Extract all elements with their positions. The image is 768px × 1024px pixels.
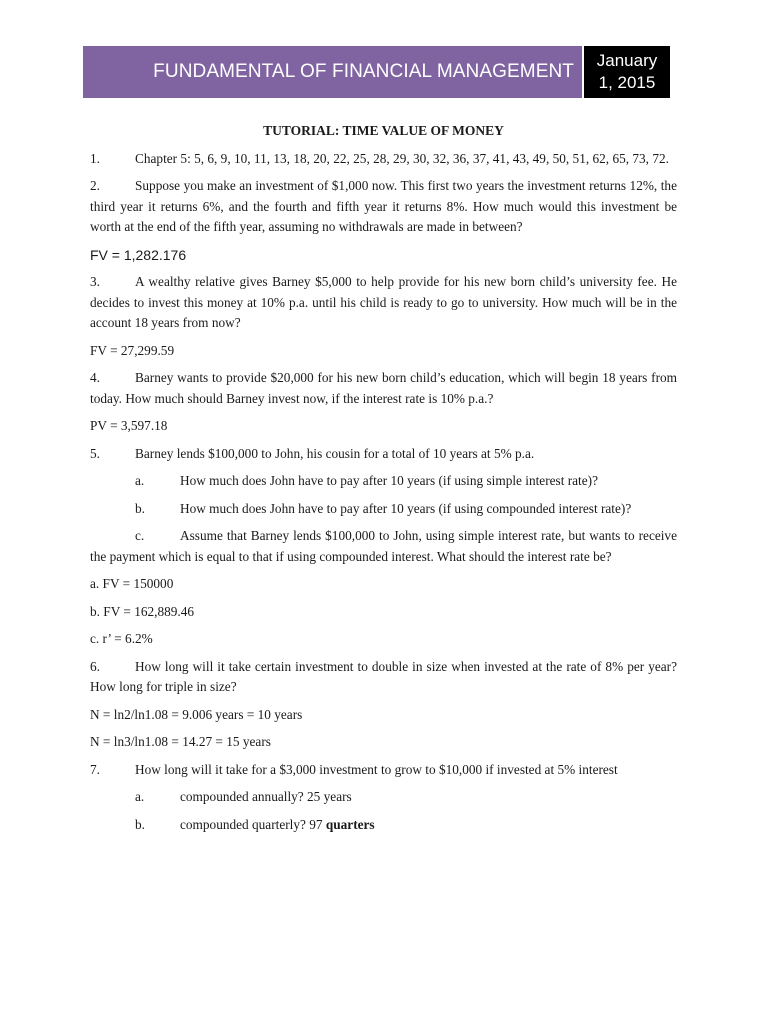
header-date (584, 46, 670, 98)
header-date-line2: 1, 2015 (598, 73, 656, 92)
subquestion-text: compounded annually? 25 years (180, 789, 352, 804)
question-number: 7. (90, 761, 100, 777)
header-date-line1: January (596, 51, 658, 70)
subquestion-text: How much does John have to pay after 10 years (if using compounded interest rate)? (180, 500, 632, 516)
question-5a (90, 471, 677, 492)
question-text: Barney wants to provide $20,000 for his new born child’s education, which will begin 18 years from today. How much should Barney invest now, if the interest rate is 10% p.a.? (90, 370, 677, 406)
answer-5a: a. FV = 150000 (90, 576, 174, 591)
question-4 (90, 368, 677, 409)
answer-5c: c. r’ = 6.2% (90, 631, 153, 646)
question-text: How long will it take for a $3,000 investment to grow to $10,000 if invested at 5% interest (135, 761, 618, 777)
subquestion-label: b. (135, 816, 145, 832)
document-title: TUTORIAL: TIME VALUE OF MONEY (263, 123, 504, 138)
question-6 (90, 657, 677, 698)
question-number: 2. (90, 178, 100, 193)
question-1 (90, 149, 677, 170)
answer-5b: b. FV = 162,889.46 (90, 603, 195, 619)
answer-4: PV = 3,597.18 (90, 418, 168, 433)
question-number: 4. (90, 370, 100, 385)
question-7a (90, 787, 677, 808)
question-text: Chapter 5: 5, 6, 9, 10, 11, 13, 18, 20, 22, 25, 28, 29, 30, 32, 36, 37, 41, 43, 49, 50, 51, 62, 65, 73, 72. (135, 150, 669, 166)
question-5 (90, 444, 677, 465)
question-text: Suppose you make an investment of $1,000 now. This first two years the investment returns 12%, the third year it returns 6%, and the fourth and fifth year it returns 8%. How much would this investment be worth at the end of the fifth year, assuming no withdrawals are made in between? (90, 178, 677, 234)
question-7 (90, 760, 677, 781)
subquestion-label: b. (135, 500, 145, 516)
subquestion-bold-text: quarters (325, 816, 375, 832)
answer-6a: N = ln2/ln1.08 = 9.006 years = 10 years (90, 706, 303, 722)
header-title: FUNDAMENTAL OF FINANCIAL MANAGEMENT (83, 46, 582, 98)
question-7b (90, 815, 677, 836)
subquestion-label: a. (135, 473, 145, 488)
question-3 (90, 272, 677, 334)
question-text: A wealthy relative gives Barney $5,000 to help provide for his new born child’s university fee. He decides to invest this money at 10% p.a. until his child is ready to go to university. How much will be in the account 18 years from now? (90, 274, 677, 330)
question-number: 1. (90, 150, 100, 166)
page-header (83, 46, 670, 98)
subquestion-text: How much does John have to pay after 10 years (if using simple interest rate)? (180, 473, 598, 488)
answer-3: FV = 27,299.59 (90, 342, 175, 358)
subquestion-label: c. (135, 528, 145, 543)
question-number: 3. (90, 274, 100, 289)
question-5b (90, 499, 677, 520)
question-text: How long will it take certain investment to double in size when invested at the rate of 8% per year? How long for triple in size? (90, 658, 677, 694)
subquestion-text: compounded quarterly? 97 (180, 816, 326, 832)
subquestion-label: a. (135, 789, 145, 804)
question-text: Barney lends $100,000 to John, his cousin for a total of 10 years at 5% p.a. (135, 445, 535, 461)
question-number: 5. (90, 445, 100, 461)
question-2 (90, 176, 677, 238)
document-body (90, 121, 677, 842)
subquestion-text: Assume that Barney lends $100,000 to John, using simple interest rate, but wants to receive the payment which is equal to that if using compounded interest. What should the interest rate be? (90, 528, 677, 564)
question-number: 6. (90, 658, 100, 674)
answer-6b: N = ln3/ln1.08 = 14.27 = 15 years (90, 734, 271, 749)
answer-2: FV = 1,282.176 (90, 246, 187, 263)
question-5c (90, 526, 677, 567)
